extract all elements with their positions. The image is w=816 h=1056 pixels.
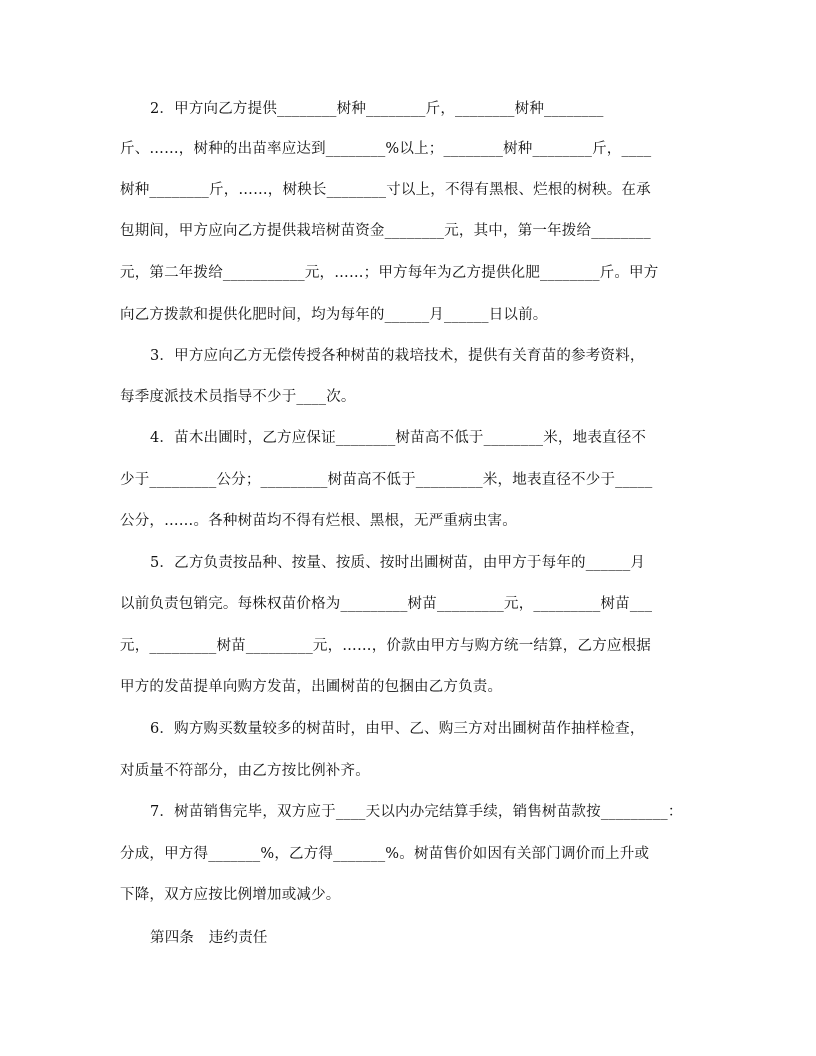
clause-7-line-2: 分成，甲方得_______%，乙方得_______%。树苗售价如因有关部门调价而上升或 (120, 846, 650, 862)
clause-5-line-2: 以前负责包销完。每株权苗价格为_________树苗_________元，_________树苗___ (120, 596, 653, 612)
section-heading-article-4: 第四条 违约责任 (150, 930, 268, 946)
clause-2-line-4: 包期间，甲方应向乙方提供栽培树苗资金________元，其中，第一年拨给________ (120, 223, 651, 239)
clause-3-line-2: 每季度派技术员指导不少于____次。 (120, 389, 356, 405)
clause-2-line-2: 斤、……，树种的出苗率应达到________%以上；________树种________斤，____ (120, 141, 652, 157)
clause-5-line-1: 5．乙方负责按品种、按量、按质、按时出圃树苗，由甲方于每年的______月 (150, 555, 646, 571)
clause-4-line-2: 少于_________公分；_________树苗高不低于_________米，地表直径不少于_____ (120, 472, 653, 488)
clause-6-line-2: 对质量不符部分，由乙方按比例补齐。 (120, 763, 370, 779)
clause-2-line-6: 向乙方拨款和提供化肥时间，均为每年的______月______日以前。 (120, 307, 548, 323)
clause-2-line-3: 树种________斤，……，树秧长________寸以上，不得有黑根、烂根的树秧。在承 (120, 182, 651, 198)
clause-4-line-3: 公分，……。各种树苗均不得有烂根、黑根，无严重病虫害。 (120, 513, 517, 529)
clause-7-line-1: 7．树苗销售完毕，双方应于____天以内办完结算手续，销售树苗款按_________： (150, 804, 683, 820)
clause-2-line-5: 元，第二年拨给___________元，……；甲方每年为乙方提供化肥________斤。甲方 (120, 265, 659, 281)
clause-5-line-3: 元，_________树苗_________元，……，价款由甲方与购方统一结算，乙方应根据 (120, 638, 651, 654)
clause-6-line-1: 6．购方购买数量较多的树苗时，由甲、乙、购三方对出圃树苗作抽样检查， (150, 721, 645, 737)
clause-5-line-4: 甲方的发苗提单向购方发苗，出圃树苗的包捆由乙方负责。 (120, 679, 503, 695)
clause-7-line-3: 下降，双方应按比例增加或减少。 (120, 887, 341, 903)
clause-3-line-1: 3．甲方应向乙方无偿传授各种树苗的栽培技术，提供有关育苗的参考资料， (150, 348, 645, 364)
clause-4-line-1: 4．苗木出圃时，乙方应保证________树苗高不低于________米，地表直径不 (150, 430, 647, 446)
clause-2-line-1: 2．甲方向乙方提供________树种________斤，________树种________ (150, 101, 604, 117)
